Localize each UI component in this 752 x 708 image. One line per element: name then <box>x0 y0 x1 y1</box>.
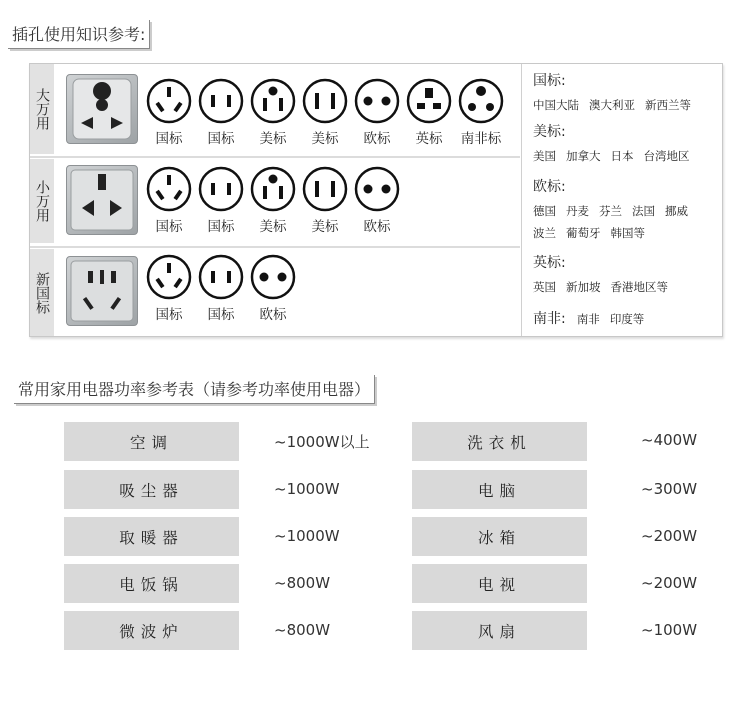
cn-three-pin-icon <box>146 78 192 124</box>
cn-two-pin-icon <box>198 254 244 300</box>
appliance-name: 微波炉 <box>64 611 239 650</box>
plug-eu-round: 欧标 <box>354 78 400 147</box>
appliance-power: ~1000W以上 <box>274 433 370 451</box>
plug-us-two-pin: 美标 <box>302 166 348 235</box>
appliance-name: 冰箱 <box>412 517 587 556</box>
power-section-title: 常用家用电器功率参考表（请参考功率使用电器） <box>14 375 375 404</box>
plug-cn-two-pin: 国标 <box>198 78 244 147</box>
plug-cn-three-pin: 国标 <box>146 166 192 235</box>
region-sa-standard: 南非: 南非 印度等 <box>533 311 645 327</box>
plug-cn-three-pin: 国标 <box>146 254 192 323</box>
cn-three-pin-icon <box>146 254 192 300</box>
appliance-name: 电脑 <box>412 470 587 509</box>
us-two-pin-icon <box>302 78 348 124</box>
large-universal-socket-photo <box>66 74 138 144</box>
eu-round-pin-icon <box>250 254 296 300</box>
plug-cn-three-pin: 国标 <box>146 78 192 147</box>
socket-row-large-universal <box>30 64 520 154</box>
appliance-name: 风扇 <box>412 611 587 650</box>
row-label: 新国标 <box>30 249 54 336</box>
region-uk-standard: 英标: 英国 新加坡 香港地区等 <box>533 255 668 294</box>
plug-us-grounded: 美标 <box>250 166 296 235</box>
plug-cn-two-pin: 国标 <box>198 166 244 235</box>
region-cn-standard: 国标: 中国大陆 澳大利亚 新西兰等 <box>533 73 691 112</box>
appliance-name: 吸尘器 <box>64 470 239 509</box>
appliance-name: 取暖器 <box>64 517 239 556</box>
plug-us-grounded: 美标 <box>250 78 296 147</box>
region-us-standard: 美标: 美国 加拿大 日本 台湾地区 <box>533 124 690 163</box>
eu-round-pin-icon <box>354 166 400 212</box>
plug-us-two-pin: 美标 <box>302 78 348 147</box>
cn-two-pin-icon <box>198 78 244 124</box>
appliance-name: 洗衣机 <box>412 422 587 461</box>
us-two-pin-icon <box>302 166 348 212</box>
appliance-power: ~100W <box>641 621 698 639</box>
panel-vertical-divider <box>521 64 522 336</box>
appliance-power: ~200W <box>641 574 698 592</box>
us-grounded-icon <box>250 78 296 124</box>
plug-eu-round: 欧标 <box>354 166 400 235</box>
row-label: 小万用 <box>30 159 54 243</box>
appliance-power: ~1000W <box>274 527 340 545</box>
appliance-power: ~1000W <box>274 480 340 498</box>
plug-eu-round: 欧标 <box>250 254 296 323</box>
sa-plug-icon <box>458 78 504 124</box>
appliance-power: ~200W <box>641 527 698 545</box>
uk-plug-icon <box>406 78 452 124</box>
socket-row-new-national <box>30 249 520 336</box>
appliance-name: 电饭锅 <box>64 564 239 603</box>
row-divider <box>30 246 520 248</box>
small-universal-socket-photo <box>66 165 138 235</box>
new-national-socket-photo <box>66 256 138 326</box>
socket-row-small-universal <box>30 159 520 243</box>
appliance-name: 空调 <box>64 422 239 461</box>
appliance-name: 电视 <box>412 564 587 603</box>
appliance-power: ~800W <box>274 621 331 639</box>
row-label: 大万用 <box>30 64 54 154</box>
socket-section-title: 插孔使用知识参考: <box>8 20 150 49</box>
cn-two-pin-icon <box>198 166 244 212</box>
appliance-power: ~300W <box>641 480 698 498</box>
appliance-power: ~400W <box>641 431 698 449</box>
plug-cn-two-pin: 国标 <box>198 254 244 323</box>
eu-round-pin-icon <box>354 78 400 124</box>
row-divider <box>30 156 520 158</box>
appliance-power: ~800W <box>274 574 331 592</box>
region-eu-standard: 欧标: 德国 丹麦 芬兰 法国 挪威 波兰 葡萄牙 韩国等 <box>533 179 688 240</box>
plug-uk: 英标 <box>406 78 452 147</box>
cn-three-pin-icon <box>146 166 192 212</box>
socket-panel <box>29 63 723 337</box>
plug-south-africa: 南非标 <box>458 78 504 147</box>
us-grounded-icon <box>250 166 296 212</box>
